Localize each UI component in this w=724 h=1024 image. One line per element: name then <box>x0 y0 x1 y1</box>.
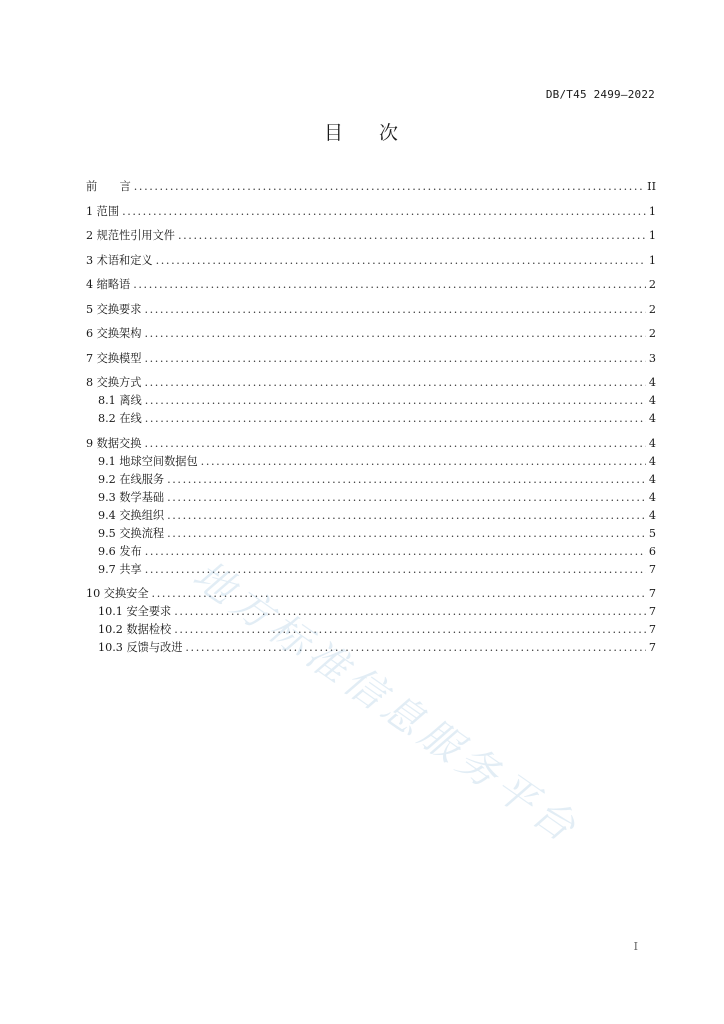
toc-entry-label: 8.1 离线 <box>98 394 142 407</box>
toc-leader-dots <box>201 455 646 469</box>
toc-leader-dots <box>174 623 646 637</box>
toc-entry-label: 4 缩略语 <box>86 278 131 291</box>
toc-entry-label: 6 交换架构 <box>86 327 142 340</box>
toc-entry-label: 9 数据交换 <box>86 436 142 450</box>
toc-leader-dots <box>122 205 646 219</box>
toc-leader-dots <box>178 229 646 243</box>
toc-leader-dots <box>167 473 646 487</box>
toc-leader-dots <box>145 563 646 577</box>
toc-entry-label: 5 交换要求 <box>86 302 142 316</box>
toc-entry-label: 10 交换安全 <box>86 587 149 600</box>
toc-entry-7[interactable] <box>86 352 656 366</box>
toc-leader-dots <box>167 527 646 541</box>
toc-entry-10-3[interactable] <box>86 641 656 655</box>
toc-entry-page: 1 <box>648 229 656 242</box>
toc-entry-foreword[interactable] <box>86 180 656 194</box>
toc-entry-1[interactable] <box>86 205 656 219</box>
toc-leader-dots <box>145 545 646 559</box>
toc-entry-9-6[interactable] <box>86 545 656 559</box>
toc-entry-page: 7 <box>648 587 656 600</box>
toc-entry-page: 4 <box>648 454 656 468</box>
watermark-text: 地方标准信息服务平台 <box>184 552 588 854</box>
toc-entry-page: 7 <box>648 623 656 636</box>
toc-entry-page: 7 <box>648 562 656 576</box>
toc-entry-page: 2 <box>648 302 656 316</box>
title-char-2: 次 <box>379 122 401 144</box>
toc-entry-8[interactable] <box>86 376 656 390</box>
toc-entry-label: 3 术语和定义 <box>86 253 153 267</box>
page-title <box>0 118 724 145</box>
toc-entry-page: 4 <box>648 472 656 486</box>
toc-entry-label: 2 规范性引用文件 <box>86 229 175 242</box>
toc-entry-page: 4 <box>648 490 656 504</box>
toc-entry-page: 4 <box>648 376 656 389</box>
toc-leader-dots <box>133 278 646 292</box>
toc-leader-dots <box>167 509 646 523</box>
toc-entry-9-4[interactable] <box>86 509 656 523</box>
toc-leader-dots <box>134 180 644 194</box>
toc-leader-dots <box>145 412 646 426</box>
title-char-1: 目 <box>323 122 345 144</box>
toc-entry-label: 10.2 数据检校 <box>98 623 172 636</box>
toc-entry-8-1[interactable] <box>86 394 656 408</box>
toc-entry-10-1[interactable] <box>86 605 656 619</box>
toc-entry-page: 2 <box>648 278 656 291</box>
toc-leader-dots <box>145 394 646 408</box>
toc-entry-label: 10.1 安全要求 <box>98 605 172 618</box>
toc-entry-page: 4 <box>648 508 656 522</box>
document-code: DB/T45 2499—2022 <box>545 88 655 101</box>
toc-entry-label: 9.1 地球空间数据包 <box>98 454 198 468</box>
toc-entry-label: 8 交换方式 <box>86 376 142 389</box>
toc-leader-dots <box>144 376 645 390</box>
toc-entry-label: 9.7 共享 <box>98 562 142 576</box>
toc-entry-9-3[interactable] <box>86 491 656 505</box>
page-number: I <box>633 940 638 953</box>
toc-entry-page: 1 <box>648 253 656 267</box>
toc-entry-9-1[interactable] <box>86 455 656 469</box>
toc-entry-label: 1 范围 <box>86 204 120 218</box>
toc-entry-page: 7 <box>648 605 656 618</box>
toc-entry-page: 6 <box>648 544 656 558</box>
toc-entry-10[interactable] <box>86 587 656 601</box>
toc-leader-dots <box>144 327 645 341</box>
toc-entry-page: 4 <box>648 412 656 425</box>
toc-entry-page: II <box>647 180 656 193</box>
toc-entry-page: 4 <box>648 394 656 407</box>
toc-entry-label: 前 言 <box>86 180 131 193</box>
toc-entry-label: 7 交换模型 <box>86 351 142 365</box>
toc-entry-10-2[interactable] <box>86 623 656 637</box>
table-of-contents <box>86 180 656 659</box>
toc-leader-dots <box>152 587 646 601</box>
toc-leader-dots <box>156 254 646 268</box>
toc-entry-3[interactable] <box>86 254 656 268</box>
toc-entry-2[interactable] <box>86 229 656 243</box>
toc-entry-5[interactable] <box>86 303 656 317</box>
toc-entry-label: 9.4 交换组织 <box>98 508 165 522</box>
toc-entry-label: 10.3 反馈与改进 <box>98 641 183 654</box>
toc-entry-label: 9.3 数学基础 <box>98 490 165 504</box>
toc-entry-9[interactable] <box>86 437 656 451</box>
toc-leader-dots <box>144 352 645 366</box>
toc-entry-page: 4 <box>648 436 656 450</box>
toc-entry-label: 9.5 交换流程 <box>98 526 165 540</box>
toc-leader-dots <box>144 437 645 451</box>
toc-entry-page: 5 <box>648 526 656 540</box>
toc-entry-9-5[interactable] <box>86 527 656 541</box>
toc-entry-8-2[interactable] <box>86 412 656 426</box>
toc-entry-label: 8.2 在线 <box>98 412 142 425</box>
toc-leader-dots <box>167 491 646 505</box>
toc-entry-page: 3 <box>648 351 656 365</box>
toc-entry-9-2[interactable] <box>86 473 656 487</box>
toc-entry-9-7[interactable] <box>86 563 656 577</box>
toc-leader-dots <box>174 605 646 619</box>
toc-entry-4[interactable] <box>86 278 656 292</box>
toc-entry-page: 1 <box>648 204 656 218</box>
toc-entry-label: 9.6 发布 <box>98 544 142 558</box>
toc-entry-page: 2 <box>648 327 656 340</box>
toc-entry-page: 7 <box>648 641 656 654</box>
toc-leader-dots <box>185 641 645 655</box>
toc-entry-6[interactable] <box>86 327 656 341</box>
toc-leader-dots <box>144 303 645 317</box>
toc-entry-label: 9.2 在线服务 <box>98 472 165 486</box>
